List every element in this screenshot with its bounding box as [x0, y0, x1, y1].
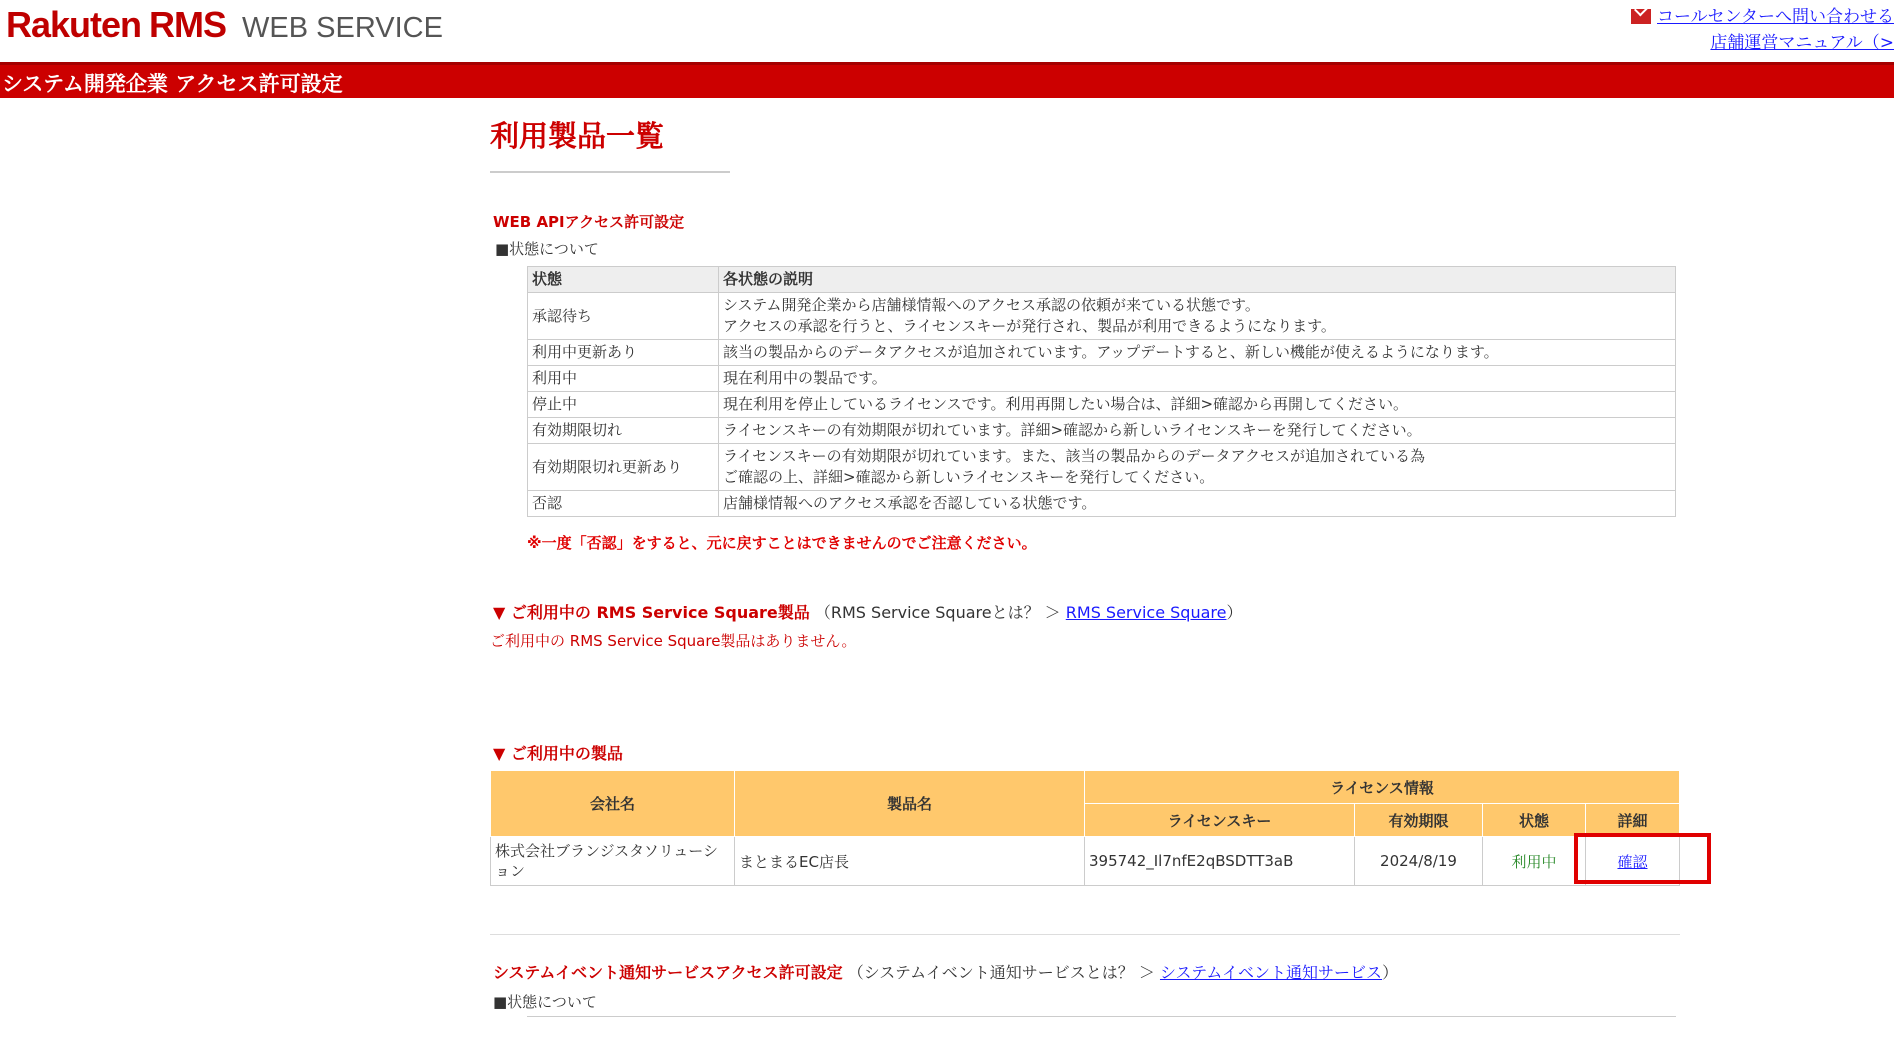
- desc-cell: 現在利用中の製品です。: [719, 366, 1676, 392]
- status-table: [527, 266, 1676, 517]
- page-title: 利用製品一覧: [490, 119, 665, 153]
- square-about-text: （RMS Service Squareとは？ ＞: [814, 603, 1066, 622]
- square-section-title: ▼ ご利用中の RMS Service Square製品: [493, 603, 810, 622]
- status-col-header: 状態: [528, 267, 719, 293]
- deny-warning: ※一度「否認」をすると、元に戻すことはできませんのでご注意ください。: [527, 534, 1037, 552]
- logo-rms-text: RMS: [149, 4, 227, 45]
- event-about-text: （システムイベント通知サービスとは？ ＞: [847, 963, 1160, 982]
- manual-row: [1631, 30, 1894, 56]
- desc-line: システム開発企業から店舗様情報へのアクセス承認の依頼が来ている状態です。: [723, 296, 1260, 314]
- desc-cell: 店舗様情報へのアクセス承認を否認している状態です。: [719, 491, 1676, 517]
- status-cell: 利用中更新あり: [528, 340, 719, 366]
- status-table-header: [528, 267, 1676, 293]
- page-header-title: システム開発企業 アクセス許可設定: [2, 72, 343, 96]
- page-header-bar: [0, 62, 1894, 98]
- license-key-col-header: ライセンスキー: [1085, 804, 1355, 837]
- table-row: [528, 392, 1676, 418]
- desc-line: ライセンスキーの有効期限が切れています。また、該当の製品からのデータアクセスが追加されている為: [723, 447, 1426, 465]
- logo-rakuten-text: Rakuten: [6, 4, 142, 45]
- status-cell: 否認: [528, 491, 719, 517]
- table-row: [528, 444, 1676, 491]
- highlight-annotation-box: [1574, 833, 1711, 884]
- square-close-paren: ）: [1226, 603, 1243, 622]
- products-table: [490, 770, 1680, 886]
- event-service-link[interactable]: システムイベント通知サービス: [1159, 963, 1383, 982]
- status-cell: 停止中: [528, 392, 719, 418]
- desc-col-header: 各状態の説明: [719, 267, 1676, 293]
- desc-cell: ライセンスキーの有効期限が切れています。詳細>確認から新しいライセンスキーを発行してください。: [719, 418, 1676, 444]
- confirm-link[interactable]: 確認: [1617, 852, 1648, 871]
- desc-line: アクセスの承認を行うと、ライセンスキーが発行され、製品が利用できるようになります。: [723, 317, 1336, 335]
- square-link[interactable]: RMS Service Square: [1065, 603, 1227, 622]
- table-row: [528, 340, 1676, 366]
- products-section-title: ▼ ご利用中の製品: [493, 744, 623, 763]
- company-col-header: 会社名: [491, 771, 735, 837]
- square-section-header: [493, 600, 1243, 623]
- section-divider: [490, 934, 1680, 935]
- event-close-paren: ）: [1382, 963, 1399, 982]
- table-row: [528, 491, 1676, 517]
- detail-col-header: 詳細: [1586, 804, 1680, 837]
- table-row: [491, 837, 1680, 886]
- status-cell: 承認待ち: [528, 293, 719, 340]
- table-row: [528, 366, 1676, 392]
- event-section-header: [493, 960, 1398, 983]
- expiry-col-header: 有効期限: [1355, 804, 1483, 837]
- event-section-title: システムイベント通知サービスアクセス許可設定: [493, 963, 843, 982]
- status-cell: 有効期限切れ更新あり: [528, 444, 719, 491]
- status-cell: 利用中: [528, 366, 719, 392]
- header-links: [1631, 4, 1894, 56]
- status-col-header: 状態: [1483, 804, 1586, 837]
- status-cell: 利用中: [1483, 837, 1586, 886]
- callcenter-link[interactable]: コールセンターへ問い合わせる: [1657, 7, 1894, 27]
- logo-web-service-text: WEB SERVICE: [242, 12, 443, 44]
- status-cell: 有効期限切れ: [528, 418, 719, 444]
- desc-cell: [719, 293, 1676, 340]
- products-header-row-1: [491, 771, 1680, 804]
- rakuten-rms-logo[interactable]: [6, 4, 443, 44]
- company-cell: 株式会社ブランジスタソリューション: [491, 837, 735, 886]
- desc-cell: 現在利用を停止しているライセンスです。利用再開したい場合は、詳細>確認から再開してください。: [719, 392, 1676, 418]
- table-row: [528, 418, 1676, 444]
- desc-cell: [719, 444, 1676, 491]
- mail-icon: [1631, 9, 1651, 24]
- event-status-note: ■状態について: [493, 993, 597, 1011]
- title-divider: [490, 171, 730, 173]
- webapi-section-title: WEB APIアクセス許可設定: [493, 213, 685, 231]
- desc-cell: 該当の製品からのデータアクセスが追加されています。アップデートすると、新しい機能が使えるようになります。: [719, 340, 1676, 366]
- expiry-cell: 2024/8/19: [1355, 837, 1483, 886]
- table-row: [528, 293, 1676, 340]
- license-info-header: ライセンス情報: [1085, 771, 1680, 804]
- event-status-table: [527, 1016, 1676, 1057]
- product-cell: まとまるEC店長: [735, 837, 1085, 886]
- product-col-header: 製品名: [735, 771, 1085, 837]
- manual-link[interactable]: 店舗運営マニュアル（>: [1710, 33, 1894, 53]
- license-key-cell: 395742_Il7nfE2qBSDTT3aB: [1085, 837, 1355, 886]
- callcenter-row: [1631, 4, 1894, 30]
- square-none-message: ご利用中の RMS Service Square製品はありません。: [490, 632, 857, 650]
- desc-line: ご確認の上、詳細>確認から新しいライセンスキーを発行してください。: [723, 468, 1215, 486]
- status-note: ■状態について: [495, 240, 599, 258]
